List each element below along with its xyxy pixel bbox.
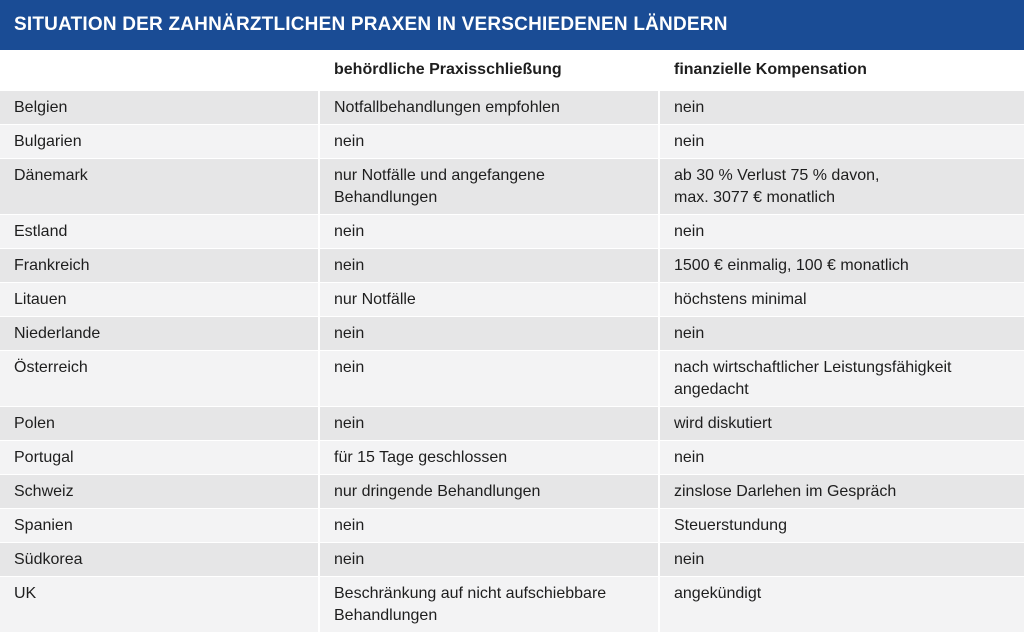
table-row bbox=[0, 248, 1024, 282]
country-cell: Portugal bbox=[14, 449, 74, 466]
country-cell: Südkorea bbox=[14, 551, 83, 568]
closure-cell: nein bbox=[318, 317, 658, 350]
country-cell: Bulgarien bbox=[14, 133, 82, 150]
country-cell: Belgien bbox=[14, 99, 68, 116]
compensation-cell: zinslose Darlehen im Gespräch bbox=[658, 475, 1024, 508]
compensation-cell: angekündigt bbox=[658, 577, 1024, 632]
header-country bbox=[0, 64, 318, 76]
closure-cell: nein bbox=[318, 249, 658, 282]
closure-cell: nein bbox=[318, 407, 658, 440]
closure-cell: für 15 Tage geschlossen bbox=[318, 441, 658, 474]
closure-cell: nein bbox=[318, 509, 658, 542]
closure-cell: Beschränkung auf nicht aufschiebbare Behandlungen bbox=[318, 577, 658, 632]
closure-cell: nein bbox=[318, 215, 658, 248]
country-cell: Litauen bbox=[14, 291, 67, 308]
compensation-cell: nein bbox=[658, 543, 1024, 576]
table-row bbox=[0, 90, 1024, 124]
header-row bbox=[0, 50, 1024, 90]
compensation-cell: nein bbox=[658, 215, 1024, 248]
table-row bbox=[0, 214, 1024, 248]
compensation-cell: höchstens minimal bbox=[658, 283, 1024, 316]
compensation-cell: nein bbox=[658, 91, 1024, 124]
table-row bbox=[0, 406, 1024, 440]
table-row bbox=[0, 124, 1024, 158]
table-row bbox=[0, 474, 1024, 508]
table-row bbox=[0, 158, 1024, 214]
table-row bbox=[0, 508, 1024, 542]
table-row bbox=[0, 316, 1024, 350]
closure-cell: Notfallbehandlungen empfohlen bbox=[318, 91, 658, 124]
compensation-cell: wird diskutiert bbox=[658, 407, 1024, 440]
compensation-cell: nach wirtschaftlicher Leistungsfähigkeit angedacht bbox=[658, 351, 1024, 406]
compensation-cell: 1500 € einmalig, 100 € monatlich bbox=[658, 249, 1024, 282]
country-cell: Schweiz bbox=[14, 483, 74, 500]
table-row bbox=[0, 282, 1024, 316]
country-cell: Dänemark bbox=[14, 167, 88, 184]
table-row bbox=[0, 440, 1024, 474]
table-title: SITUATION DER ZAHNÄRZTLICHEN PRAXEN IN VERSCHIEDENEN LÄNDERN bbox=[14, 14, 728, 35]
table-row bbox=[0, 542, 1024, 576]
country-cell: Niederlande bbox=[14, 325, 101, 342]
country-cell: Frankreich bbox=[14, 257, 90, 274]
compensation-cell: Steuerstundung bbox=[658, 509, 1024, 542]
header-compensation: finanzielle Kompensation bbox=[674, 61, 867, 78]
country-cell: Spanien bbox=[14, 517, 73, 534]
country-cell: Polen bbox=[14, 415, 55, 432]
compensation-cell: nein bbox=[658, 441, 1024, 474]
country-cell: Österreich bbox=[14, 359, 88, 376]
compensation-cell: ab 30 % Verlust 75 % davon, max. 3077 € monatlich bbox=[658, 159, 1024, 214]
table-row bbox=[0, 350, 1024, 406]
table-row bbox=[0, 576, 1024, 632]
closure-cell: nur Notfälle bbox=[318, 283, 658, 316]
country-cell: Estland bbox=[14, 223, 68, 240]
closure-cell: nein bbox=[318, 543, 658, 576]
closure-cell: nur dringende Behandlungen bbox=[318, 475, 658, 508]
closure-cell: nur Notfälle und angefangene Behandlungen bbox=[318, 159, 658, 214]
country-cell: UK bbox=[14, 585, 37, 602]
compensation-cell: nein bbox=[658, 125, 1024, 158]
header-closure: behördliche Praxisschließung bbox=[334, 61, 562, 78]
closure-cell: nein bbox=[318, 125, 658, 158]
closure-cell: nein bbox=[318, 351, 658, 406]
compensation-cell: nein bbox=[658, 317, 1024, 350]
title-bar bbox=[0, 0, 1024, 50]
